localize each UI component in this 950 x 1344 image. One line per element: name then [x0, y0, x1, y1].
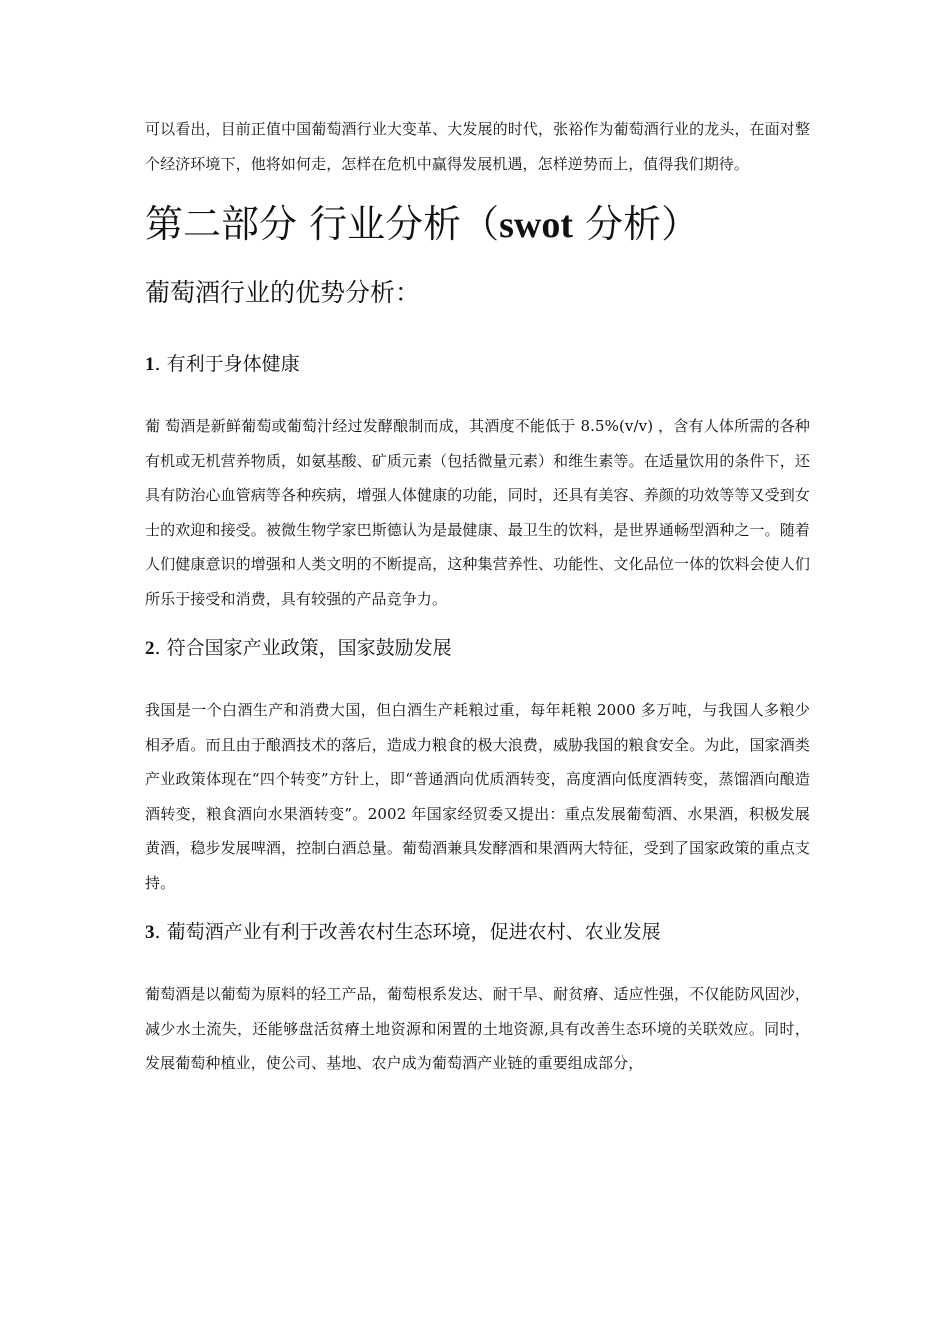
- part-title-prefix: 第二部分 行业分析（: [145, 202, 500, 246]
- section-title: 葡萄酒行业的优势分析：: [145, 278, 421, 307]
- point-3-body: 葡萄酒是以葡萄为原料的轻工产品，葡萄根系发达、耐干旱、耐贫瘠、适应性强，不仅能防风固沙，减少水土流失，还能够盘活贫瘠土地资源和闲置的土地资源,具有改善生态环境的关联效应。同时，发展葡萄种植业，使公司、基地、农户成为葡萄酒产业链的重要组成部分，: [145, 985, 810, 1072]
- point-2-number: 2: [145, 638, 155, 659]
- part-title-latin: swot: [499, 204, 573, 246]
- point-3-heading: [145, 917, 810, 948]
- point-2-title: . 符合国家产业政策，国家鼓励发展: [154, 637, 452, 659]
- point-2-heading: [145, 633, 810, 664]
- point-2-body: 我国是一个白酒生产和消费大国，但白酒生产耗粮过重，每年耗粮 2000 多万吨，与我国人多粮少相矛盾。而且由于酿酒技术的落后，造成力粮食的极大浪费，威胁我国的粮食安全。为此，国家酒类产业政策体现在“四个转变”方针上，即“普通酒向优质酒转变，高度酒向低度酒转变，蒸馏酒向酿造酒转变，粮食酒向水果酒转变”。2002 年国家经贸委又提出：重点发展葡萄酒、水果酒，积极发展黄酒，稳步发展啤酒，控制白酒总量。葡萄酒兼具发酵酒和果酒两大特征，受到了国家政策的重点支持。: [145, 701, 810, 892]
- point-1-number: 1: [145, 354, 155, 375]
- point-1-title: . 有利于身体健康: [154, 353, 300, 375]
- point-1-heading: [145, 349, 810, 380]
- point-3-title: . 葡萄酒产业有利于改善农村生态环境，促进农村、农业发展: [154, 921, 661, 943]
- part-title-suffix: 分析）: [572, 202, 700, 246]
- document-page: [145, 112, 810, 1081]
- intro-paragraph: 可以看出，目前正值中国葡萄酒行业大变革、大发展的时代，张裕作为葡萄酒行业的龙头，在面对整个经济环境下，他将如何走，怎样在危机中赢得发展机遇，怎样逆势而上，值得我们期待。: [145, 120, 810, 173]
- part-title: [145, 198, 810, 251]
- point-1-body: 葡 萄酒是新鲜葡萄或葡萄汁经过发酵酿制而成，其酒度不能低于 8.5%(v/v) ，含有人体所需的各种有机或无机营养物质，如氨基酸、矿质元素（包括微量元素）和维生素等。在适量饮用的条件下，还具有防治心血管病等各种疾病，增强人体健康的功能，同时，还具有美容、养颜的功效等等又受到女士的欢迎和接受。被微生物学家巴斯德认为是最健康、最卫生的饮料，是世界通畅型酒种之一。随着人们健康意识的增强和人类文明的不断提高，这种集营养性、功能性、文化品位一体的饮料会使人们所乐于接受和消费，具有较强的产品竞争力。: [145, 417, 810, 608]
- point-3-number: 3: [145, 922, 155, 943]
